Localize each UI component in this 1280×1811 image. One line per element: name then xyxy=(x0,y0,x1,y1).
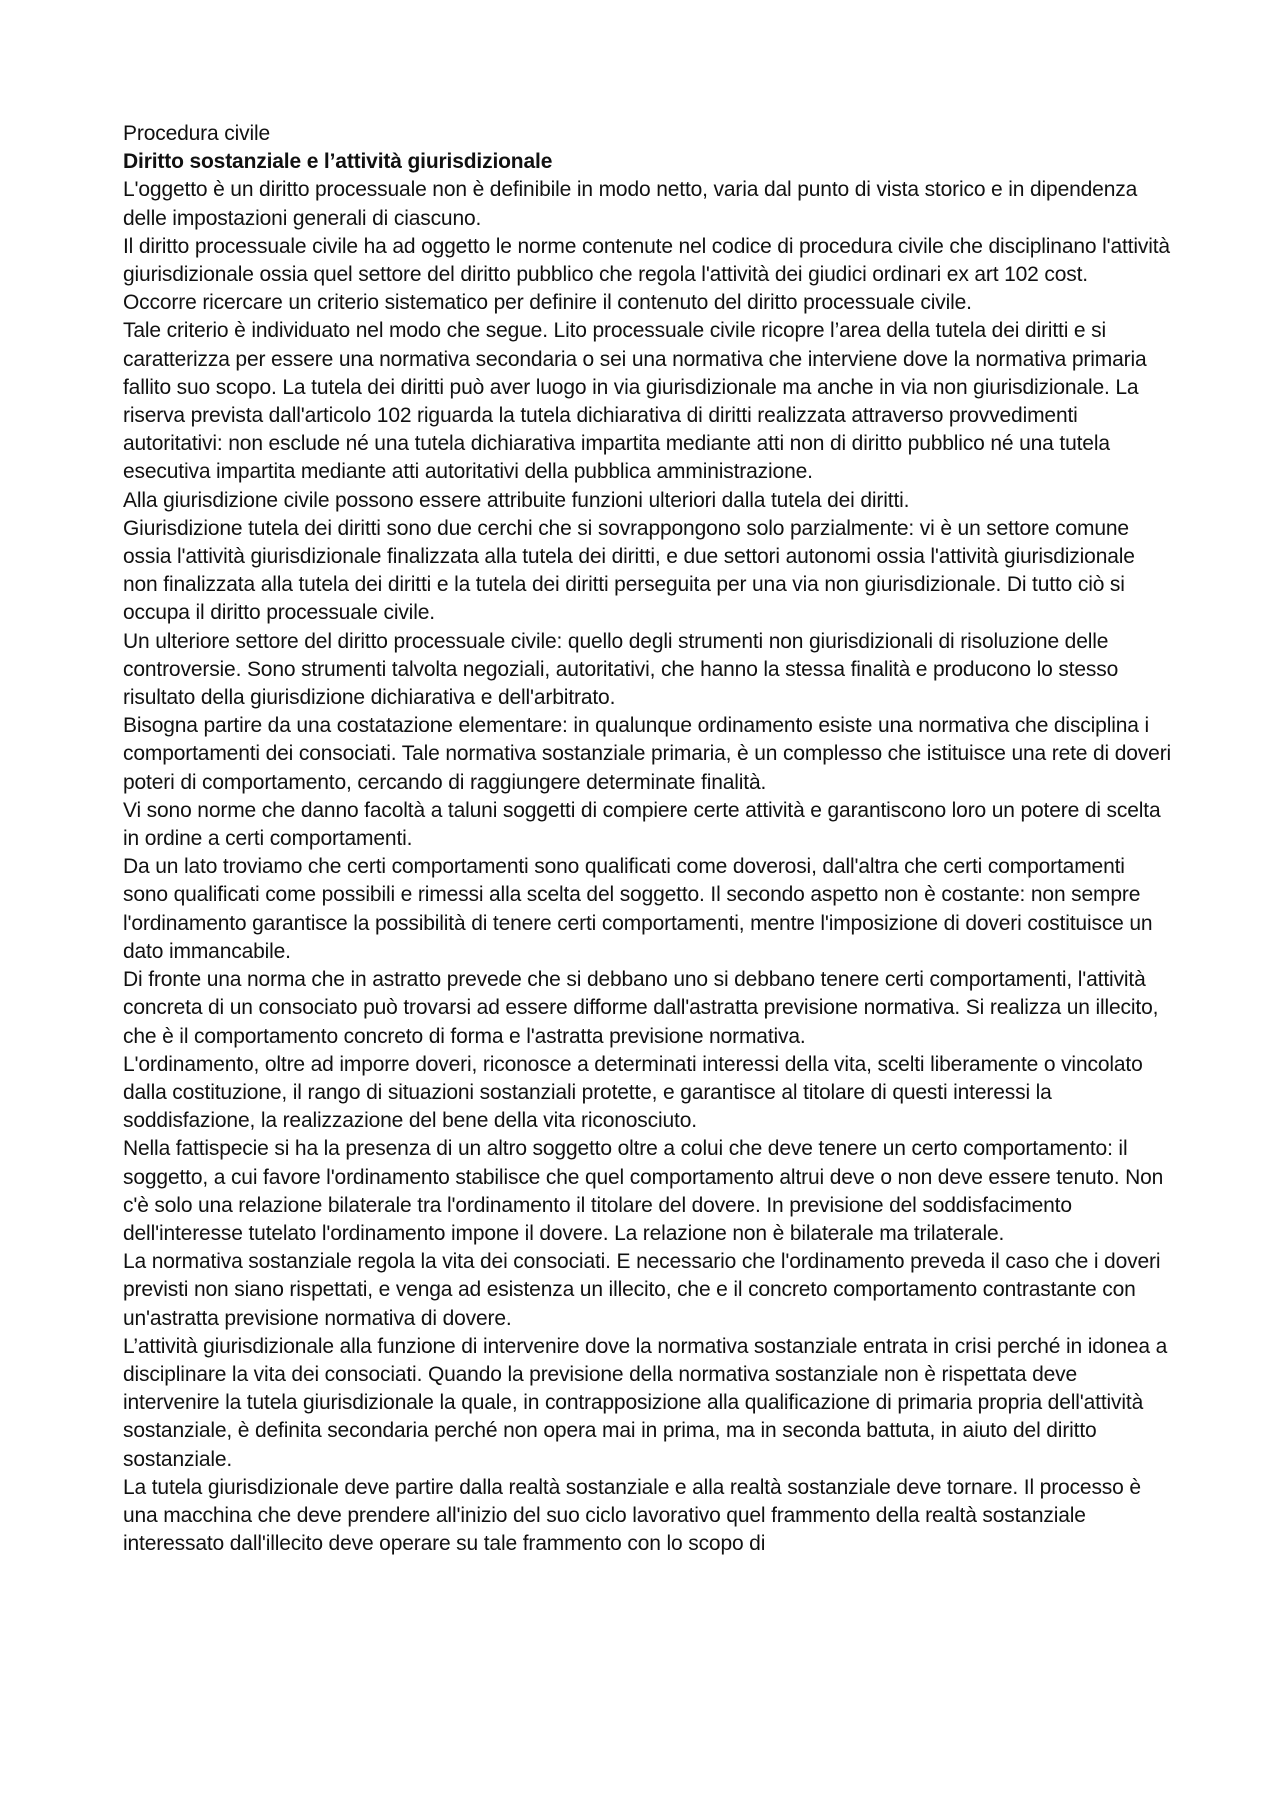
paragraph: L'ordinamento, oltre ad imporre doveri, riconosce a determinati interessi della vita, scelti liberamente o vincolato dalla costituzione, il rango di situazioni sostanziali protette, e garantisce al titolare di questi interessi la soddisfazione, la realizzazione del bene della vita riconosciuto. xyxy=(123,1052,1143,1133)
paragraph: L'oggetto è un diritto processuale non è definibile in modo netto, varia dal punto di vista storico e in dipendenza delle impostazioni generali di ciascuno. xyxy=(123,178,1138,230)
paragraph: La tutela giurisdizionale deve partire dalla realtà sostanziale e alla realtà sostanziale deve tornare. Il processo è una macchina che deve prendere all'inizio del suo ciclo lavorativo quel frammento della realtà sostanziale interessato dall'illecito deve operare su tale frammento con lo scopo di xyxy=(123,1475,1141,1556)
paragraph: Vi sono norme che danno facoltà a taluni soggetti di compiere certe attività e garantiscono loro un potere di scelta in ordine a certi comportamenti. xyxy=(123,798,1161,851)
paragraph: L’attività giurisdizionale alla funzione di intervenire dove la normativa sostanziale entrata in crisi perché in idonea a disciplinare la vita dei consociati. Quando la previsione della normativa sostanziale non è rispettata deve intervenire la tutela giurisdizionale la quale, in contrapposizione alla qualificazione di primaria propria dell'attività sostanziale, è definita secondaria perché non opera mai in prima, ma in seconda battuta, in aiuto del diritto sostanziale. xyxy=(123,1334,1168,1471)
paragraph: Nella fattispecie si ha la presenza di un altro soggetto oltre a colui che deve tenere un certo comportamento: il soggetto, a cui favore l'ordinamento stabilisce che quel comportamento altrui deve o non deve essere tenuto. Non c'è solo una relazione bilaterale tra l'ordinamento il titolare del dovere. In previsione del soddisfacimento dell'interesse tutelato l'ordinamento impone il dovere. La relazione non è bilaterale ma trilaterale. xyxy=(123,1137,1164,1245)
paragraph: Occorre ricercare un criterio sistematico per definire il contenuto del diritto processuale civile. xyxy=(123,291,972,315)
document-title: Procedura civile xyxy=(123,122,270,145)
paragraph: Il diritto processuale civile ha ad oggetto le norme contenute nel codice di procedura civile che disciplinano l'attività giurisdizionale ossia quel settore del diritto pubblico che regola l'attività dei giudici ordinari ex art 102 cost. xyxy=(123,234,1170,287)
paragraph: Alla giurisdizione civile possono essere attribuite funzioni ulteriori dalla tutela dei diritti. xyxy=(123,488,910,512)
paragraph: Giurisdizione tutela dei diritti sono due cerchi che si sovrappongono solo parzialmente: vi è un settore comune ossia l'attività giurisdizionale finalizzata alla tutela dei diritti, e due settori autonomi ossia l'attività giurisdizionale non finalizzata alla tutela dei diritti e la tutela dei diritti perseguita per una via non giurisdizionale. Di tutto ciò si occupa il diritto processuale civile. xyxy=(123,516,1135,625)
paragraph: Bisogna partire da una costatazione elementare: in qualunque ordinamento esiste una normativa che disciplina i comportamenti dei consociati. Tale normativa sostanziale primaria, è un complesso che istituisce una rete di doveri poteri di comportamento, cercando di raggiungere determinate finalità. xyxy=(123,714,1172,794)
paragraph: La normativa sostanziale regola la vita dei consociati. E necessario che l'ordinamento preveda il caso che i doveri previsti non siano rispettati, e venga ad esistenza un illecito, che e il concreto comportamento contrastante con un'astratta previsione normativa di dovere. xyxy=(123,1250,1161,1330)
document-body xyxy=(123,120,1173,1558)
paragraph: Da un lato troviamo che certi comportamenti sono qualificati come doverosi, dall'altra che certi comportamenti sono qualificati come possibili e rimessi alla scelta del soggetto. Il secondo aspetto non è costante: non sempre l'ordinamento garantisce la possibilità di tenere certi comportamenti, mentre l'imposizione di doveri costituisce un dato immancabile. xyxy=(123,855,1153,963)
paragraph: Un ulteriore settore del diritto processuale civile: quello degli strumenti non giurisdizionali di risoluzione delle controversie. Sono strumenti talvolta negoziali, autoritativi, che hanno la stessa finalità e producono lo stesso risultato della giurisdizione dichiarativa e dell'arbitrato. xyxy=(123,629,1119,710)
paragraph: Tale criterio è individuato nel modo che segue. Lito processuale civile ricopre l’area della tutela dei diritti e si caratterizza per essere una normativa secondaria o sei una normativa che interviene dove la normativa primaria fallito suo scopo. La tutela dei diritti può aver luogo in via giurisdizionale ma anche in via non giurisdizionale. La riserva prevista dall'articolo 102 riguarda la tutela dichiarativa di diritti realizzata attraverso provvedimenti autoritativi: non esclude né una tutela dichiarativa impartita mediante atti non di diritto pubblico né una tutela esecutiva impartita mediante atti autoritativi della pubblica amministrazione. xyxy=(123,319,1147,484)
section-heading: Diritto sostanziale e l’attività giurisdizionale xyxy=(123,150,553,174)
paragraph: Di fronte una norma che in astratto prevede che si debbano uno si debbano tenere certi comportamenti, l'attività concreta di un consociato può trovarsi ad essere difforme dall'astratta previsione normativa. Si realizza un illecito, che è il comportamento concreto di forma e l'astratta previsione normativa. xyxy=(123,968,1159,1048)
